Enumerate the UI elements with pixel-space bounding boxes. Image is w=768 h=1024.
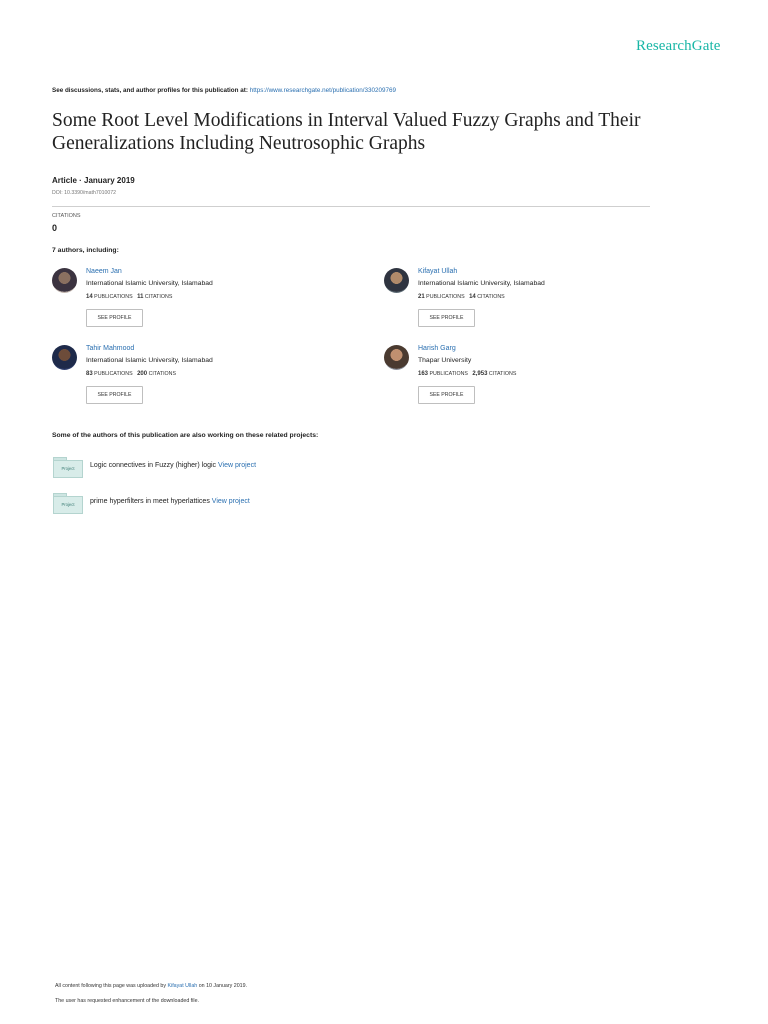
doi: DOI: 10.3390/math7010072 [52, 190, 117, 196]
publications-label: PUBLICATIONS [426, 294, 465, 300]
project-icon-label: Project [53, 496, 83, 514]
publications-label: PUBLICATIONS [429, 371, 468, 377]
enhancement-notice: The user has requested enhancement of the downloaded file. [55, 998, 199, 1004]
publications-count: 21 [418, 294, 425, 300]
author-affiliation: International Islamic University, Islamabad [86, 357, 213, 364]
avatar[interactable] [384, 345, 409, 370]
citations-count: 200 [137, 371, 148, 377]
citations-count: 14 [469, 294, 476, 300]
view-project-link[interactable]: View project [218, 462, 257, 469]
see-profile-button[interactable]: SEE PROFILE [86, 309, 143, 327]
divider [52, 206, 650, 207]
project-item [52, 457, 452, 481]
citations-count: 2,953 [472, 371, 488, 377]
publications-label: PUBLICATIONS [94, 294, 133, 300]
publications-count: 83 [86, 371, 93, 377]
avatar[interactable] [52, 345, 77, 370]
author-affiliation: Thapar University [418, 357, 472, 364]
view-project-link[interactable]: View project [211, 498, 250, 505]
publications-count: 14 [86, 294, 93, 300]
citations-label: CITATIONS [144, 294, 173, 300]
authors-heading: 7 authors, including: [52, 247, 119, 254]
project-text: prime hyperfilters in meet hyperlattices [90, 498, 212, 505]
see-profile-button[interactable]: SEE PROFILE [418, 386, 475, 404]
citations-label: CITATIONS [148, 371, 177, 377]
author-stats [86, 294, 172, 300]
see-profile-button[interactable]: SEE PROFILE [86, 386, 143, 404]
upload-suffix: on 10 January 2019. [197, 983, 248, 989]
discussion-text: See discussions, stats, and author profiles for this publication at: [52, 87, 250, 94]
uploader-link[interactable]: Kifayat Ullah [167, 983, 198, 989]
citations-count: 11 [137, 294, 144, 300]
project-folder-icon [52, 457, 82, 479]
author-name[interactable]: Harish Garg [418, 345, 456, 352]
author-name[interactable]: Tahir Mahmood [86, 345, 135, 352]
project-item [52, 493, 452, 517]
publication-link[interactable]: https://www.researchgate.net/publication/330209769 [249, 87, 397, 94]
project-folder-icon [52, 493, 82, 515]
author-name[interactable]: Naeem Jan [86, 268, 122, 275]
article-meta: Article · January 2019 [52, 176, 135, 185]
upload-prefix: All content following this page was uploaded by [55, 983, 168, 989]
project-title [90, 462, 256, 469]
citations-label: CITATIONS [477, 294, 505, 300]
discussion-line [52, 87, 396, 94]
project-title [90, 498, 250, 505]
author-name[interactable]: Kifayat Ullah [418, 268, 458, 275]
author-affiliation: International Islamic University, Islamabad [86, 280, 213, 287]
author-card [52, 268, 332, 338]
related-projects-heading: Some of the authors of this publication are also working on these related projects: [52, 432, 319, 439]
researchgate-logo[interactable]: ResearchGate [636, 38, 721, 54]
avatar[interactable] [52, 268, 77, 293]
author-card [384, 345, 664, 415]
author-card [52, 345, 332, 415]
citations-label: CITATIONS [488, 371, 517, 377]
publications-label: PUBLICATIONS [94, 371, 133, 377]
project-icon-label: Project [53, 460, 83, 478]
author-stats [86, 371, 176, 377]
avatar[interactable] [384, 268, 409, 293]
upload-notice [55, 983, 247, 989]
author-affiliation: International Islamic University, Islamabad [418, 280, 545, 287]
citations-count: 0 [52, 223, 58, 233]
author-card [384, 268, 664, 338]
citations-label: CITATIONS [52, 213, 81, 219]
author-stats [418, 371, 516, 377]
paper-title: Some Root Level Modifications in Interval Valued Fuzzy Graphs and Their Generalizations Including Neutrosophic Graphs [52, 110, 641, 154]
see-profile-button[interactable]: SEE PROFILE [418, 309, 475, 327]
publications-count: 163 [418, 371, 429, 377]
author-stats [418, 294, 505, 300]
project-text: Logic connectives in Fuzzy (higher) logic [90, 462, 219, 469]
